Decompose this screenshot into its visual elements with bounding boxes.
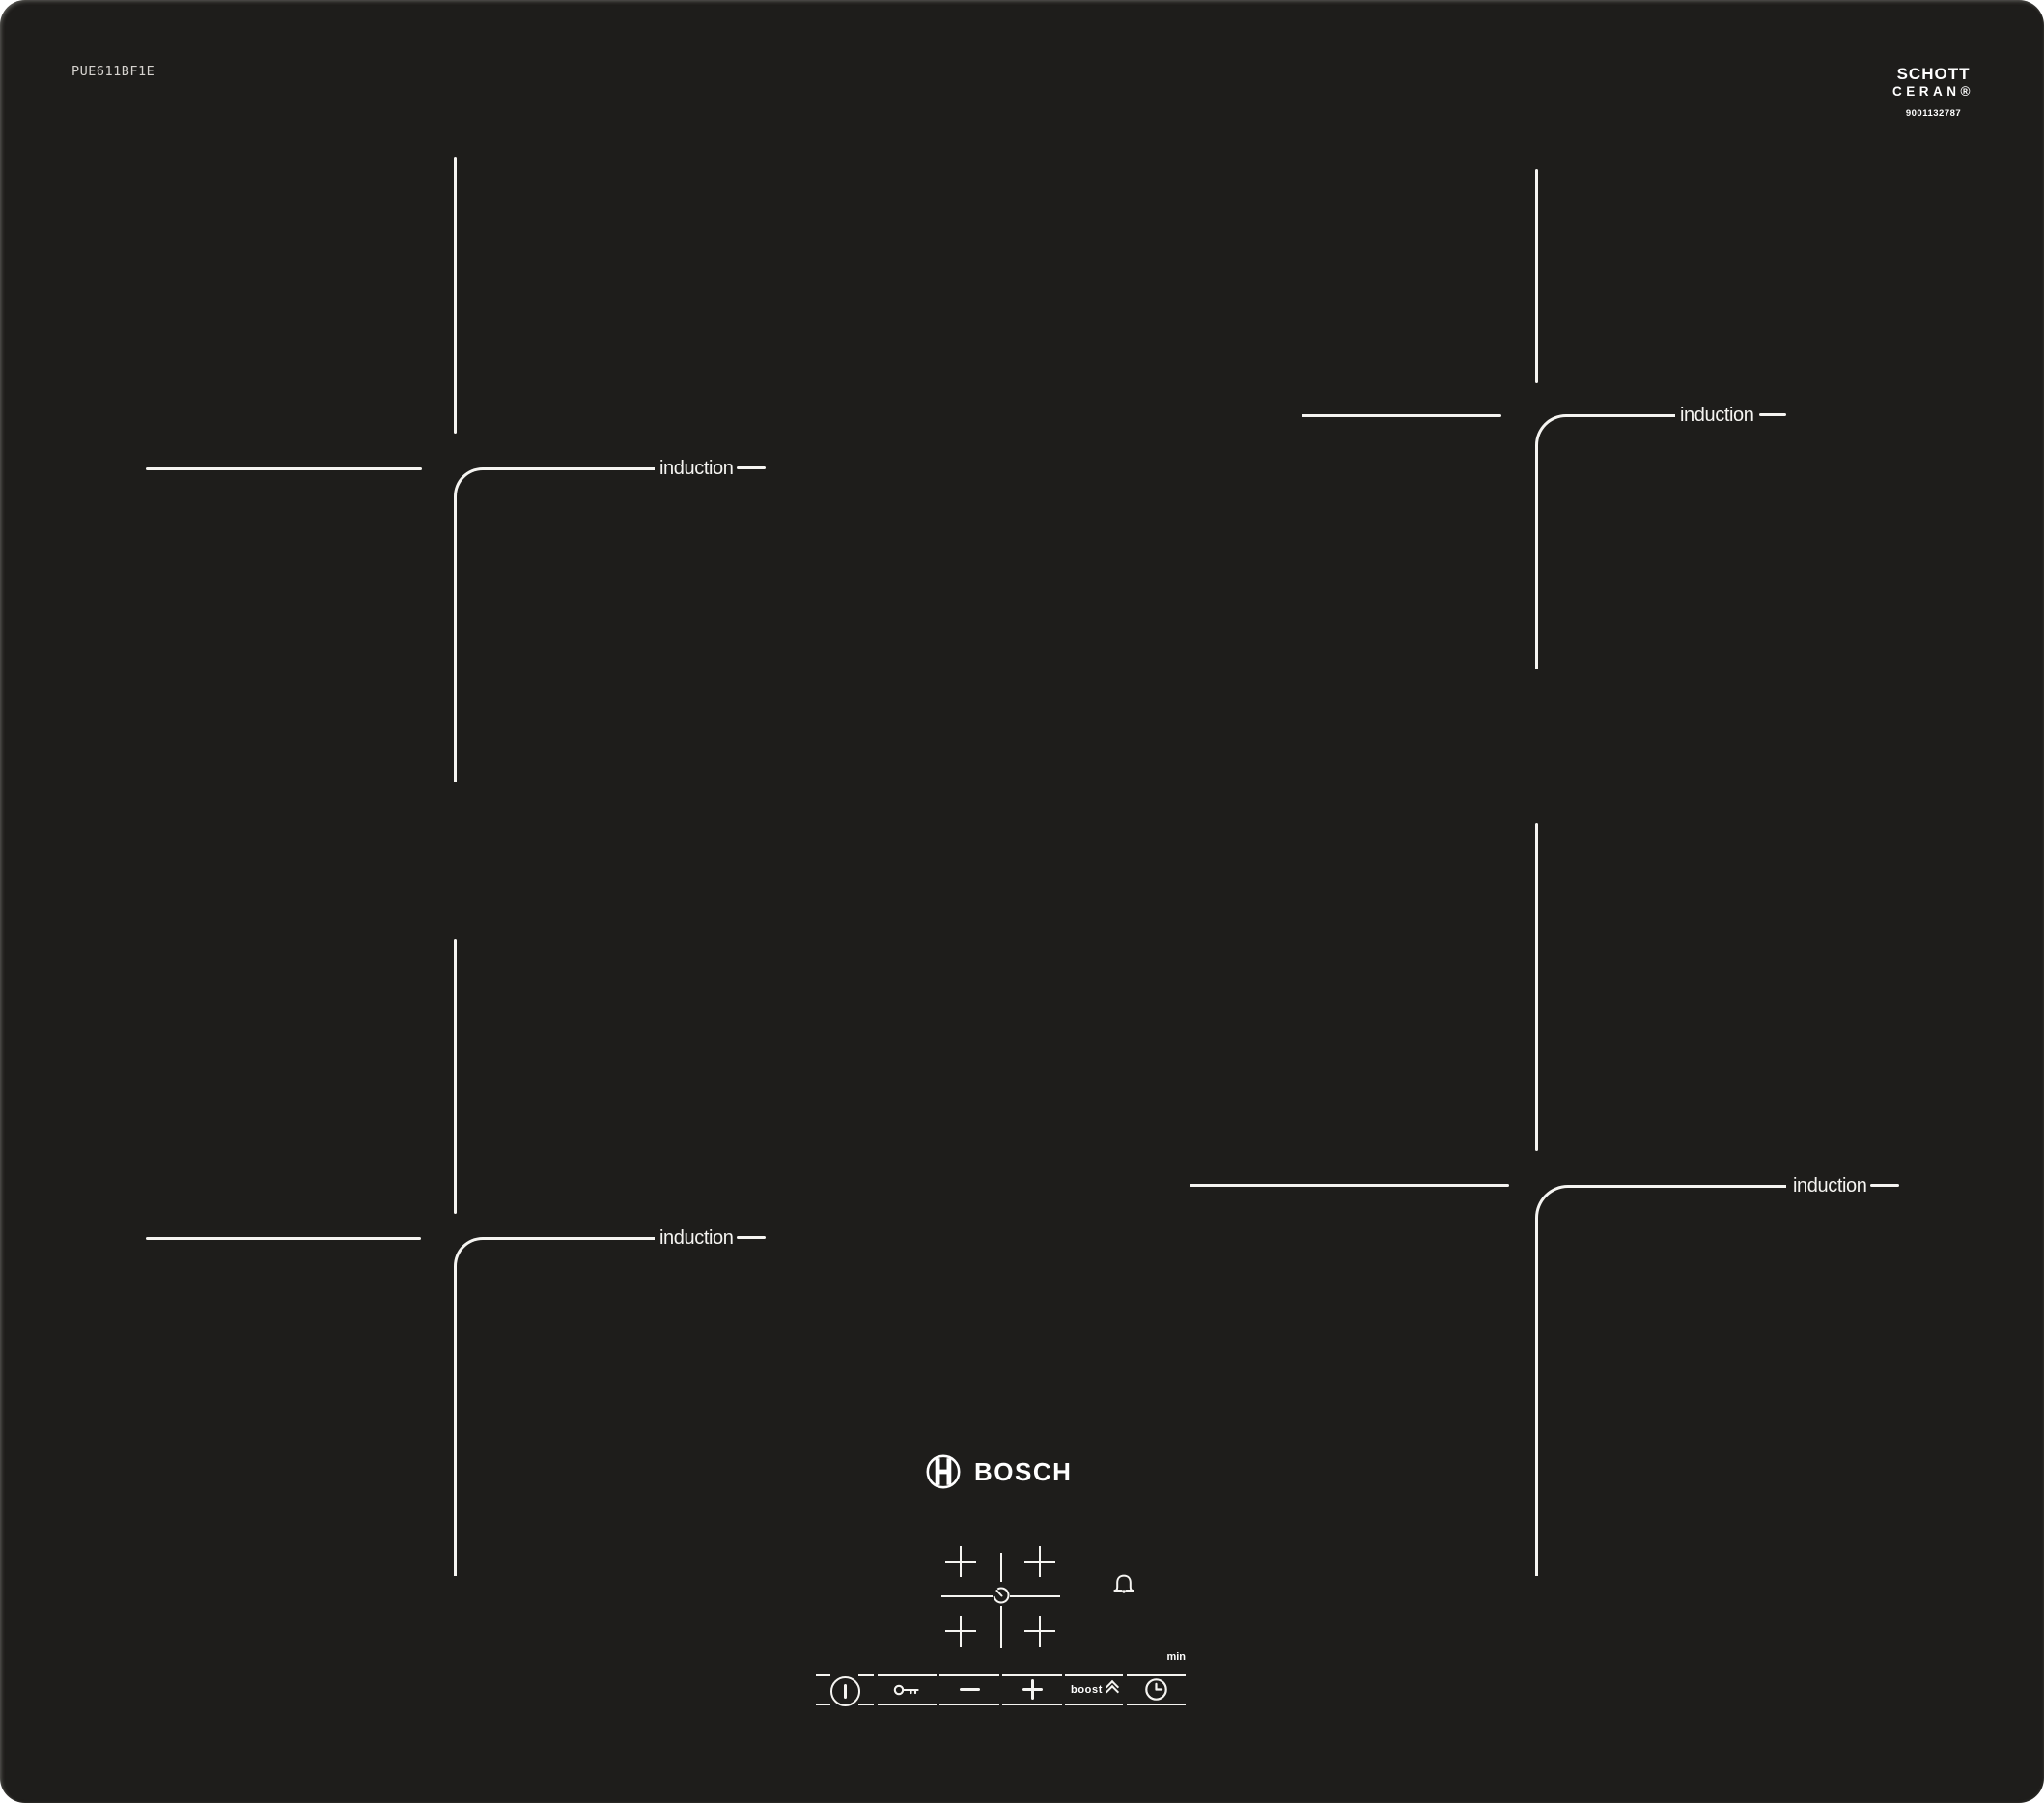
cell-border	[816, 1704, 830, 1705]
zone-tick-left	[1190, 1184, 1509, 1187]
clock-icon	[1144, 1677, 1168, 1702]
zone-tick-top	[1535, 169, 1538, 383]
zone-tick-top	[454, 157, 457, 434]
zone-selector-cross	[1000, 1606, 1003, 1648]
cell-border	[858, 1674, 874, 1676]
zone-select-cross-rear-left	[944, 1545, 977, 1578]
zone-selector-cross	[941, 1595, 993, 1598]
zone-label: induction	[659, 1227, 734, 1249]
decrease-button[interactable]	[939, 1674, 999, 1705]
boost-button[interactable]	[1065, 1674, 1123, 1705]
zone-tick-left	[146, 1237, 421, 1240]
cell-border	[816, 1674, 830, 1676]
boost-label: boost	[1071, 1683, 1103, 1696]
zone-select-cross-rear-right	[1023, 1545, 1056, 1578]
zone-corner-line	[1535, 414, 1675, 669]
zone-corner-line	[1535, 1185, 1786, 1576]
glass-brand-line2: CERAN®	[1892, 84, 1974, 99]
bosch-wordmark: BOSCH	[974, 1457, 1073, 1486]
zone-select-cross-front-left	[944, 1615, 977, 1648]
zone-tick-left	[146, 467, 422, 470]
zone-tick-left	[1302, 414, 1501, 417]
increase-button[interactable]	[1002, 1674, 1062, 1705]
zone-label-dash	[737, 466, 766, 469]
glass-brand-logo	[1892, 66, 1974, 118]
zone-selector-cross	[1010, 1595, 1060, 1598]
timer-button[interactable]	[1127, 1674, 1186, 1705]
zone-corner-line	[454, 467, 655, 782]
child-lock-button[interactable]	[878, 1674, 937, 1705]
zone-label: induction	[1680, 405, 1754, 426]
zone-label-dash	[1759, 413, 1786, 416]
bosch-emblem-icon	[925, 1453, 962, 1490]
zone-label-dash	[737, 1236, 766, 1239]
bosch-logo	[925, 1453, 1072, 1490]
glass-brand-line1: SCHOTT	[1896, 65, 1971, 83]
timer-clock-icon	[990, 1584, 1013, 1607]
alarm-bell-icon	[1111, 1571, 1136, 1598]
zone-tick-top	[1535, 823, 1538, 1151]
key-icon	[893, 1682, 922, 1698]
zone-corner-line	[454, 1237, 655, 1576]
model-number: PUE611BF1E	[71, 64, 155, 79]
zone-tick-top	[454, 939, 457, 1214]
zone-select-cross-front-right	[1023, 1615, 1056, 1648]
minus-icon	[960, 1688, 980, 1691]
glass-certification-code: 9001132787	[1905, 107, 1962, 119]
zone-label: induction	[659, 458, 734, 479]
cell-border	[858, 1704, 874, 1705]
timer-unit-label: min	[1166, 1651, 1186, 1663]
plus-icon	[1022, 1679, 1043, 1700]
zone-label: induction	[1793, 1175, 1867, 1197]
zone-selector-cross	[1000, 1553, 1003, 1582]
zone-label-dash	[1870, 1184, 1899, 1187]
power-icon[interactable]	[830, 1676, 860, 1706]
double-chevron-up-icon	[1107, 1682, 1117, 1697]
